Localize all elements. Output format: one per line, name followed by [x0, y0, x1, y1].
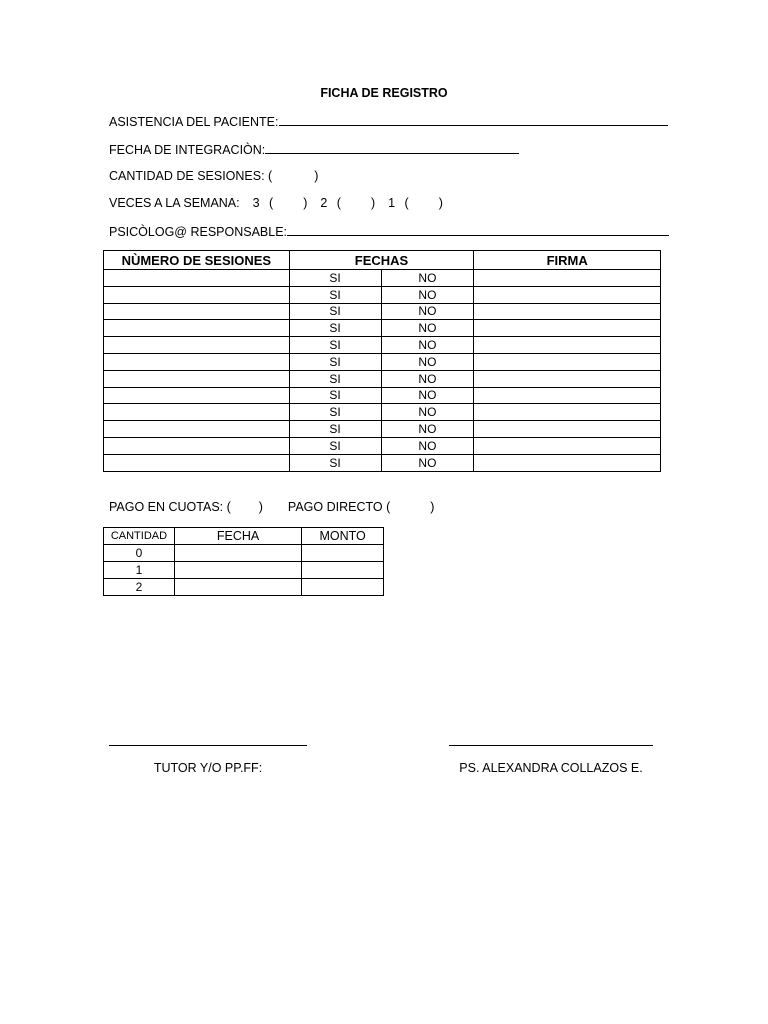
- veces-option-2: 2: [320, 196, 328, 210]
- session-number-cell[interactable]: [104, 421, 290, 438]
- firma-cell[interactable]: [474, 270, 661, 287]
- signature-label-right: PS. ALEXANDRA COLLAZOS E.: [459, 761, 643, 775]
- asistencia-line[interactable]: [279, 114, 668, 126]
- asistencia-label: ASISTENCIA DEL PACIENTE:: [109, 115, 279, 129]
- cantidad-sesiones-field: [109, 169, 318, 183]
- si-cell[interactable]: SI: [289, 320, 381, 337]
- payments-header-row: [104, 528, 384, 545]
- si-cell[interactable]: SI: [289, 387, 381, 404]
- fecha-cell[interactable]: [174, 579, 301, 596]
- pago-cuotas-label: PAGO EN CUOTAS: (: [109, 500, 231, 514]
- cantidad-sesiones-label: CANTIDAD DE SESIONES: (: [109, 169, 273, 183]
- si-cell[interactable]: SI: [289, 454, 381, 471]
- signature-label-left: TUTOR Y/O PP.FF:: [153, 761, 263, 775]
- asistencia-field: [109, 114, 668, 129]
- session-number-cell[interactable]: [104, 337, 290, 354]
- firma-cell[interactable]: [474, 454, 661, 471]
- table-row: [104, 562, 384, 579]
- session-number-cell[interactable]: [104, 270, 290, 287]
- fecha-integracion-line[interactable]: [265, 142, 519, 154]
- firma-cell[interactable]: [474, 387, 661, 404]
- header-numero-sesiones: NÙMERO DE SESIONES: [104, 251, 290, 270]
- monto-cell[interactable]: [302, 579, 384, 596]
- header-fecha: FECHA: [174, 528, 301, 545]
- veces-option-1: 1: [388, 196, 396, 210]
- si-cell[interactable]: SI: [289, 303, 381, 320]
- firma-cell[interactable]: [474, 370, 661, 387]
- no-cell[interactable]: NO: [381, 387, 474, 404]
- veces-semana-label: VECES A LA SEMANA:: [109, 196, 240, 210]
- table-row: [104, 320, 661, 337]
- paren-close: ): [370, 196, 376, 210]
- page-title: FICHA DE REGISTRO: [320, 86, 448, 100]
- cantidad-cell: 1: [104, 562, 175, 579]
- header-firma: FIRMA: [474, 251, 661, 270]
- firma-cell[interactable]: [474, 303, 661, 320]
- no-cell[interactable]: NO: [381, 404, 474, 421]
- table-row: [104, 387, 661, 404]
- paren-open: (: [404, 196, 409, 210]
- no-cell[interactable]: NO: [381, 270, 474, 287]
- fecha-cell[interactable]: [174, 562, 301, 579]
- table-row: [104, 337, 661, 354]
- table-row: [104, 303, 661, 320]
- pago-cuotas-close: ): [258, 500, 263, 514]
- veces-option-3: 3: [252, 196, 260, 210]
- signature-line-left[interactable]: [109, 745, 307, 746]
- no-cell[interactable]: NO: [381, 437, 474, 454]
- firma-cell[interactable]: [474, 320, 661, 337]
- table-row: [104, 545, 384, 562]
- firma-cell[interactable]: [474, 286, 661, 303]
- si-cell[interactable]: SI: [289, 286, 381, 303]
- no-cell[interactable]: NO: [381, 421, 474, 438]
- cantidad-cell: 0: [104, 545, 175, 562]
- si-cell[interactable]: SI: [289, 353, 381, 370]
- fecha-integracion-field: [109, 142, 519, 157]
- no-cell[interactable]: NO: [381, 286, 474, 303]
- table-row: [104, 286, 661, 303]
- header-cantidad: CANTIDAD: [104, 528, 175, 545]
- no-cell[interactable]: NO: [381, 454, 474, 471]
- no-cell[interactable]: NO: [381, 353, 474, 370]
- no-cell[interactable]: NO: [381, 370, 474, 387]
- table-row: [104, 579, 384, 596]
- session-number-cell[interactable]: [104, 320, 290, 337]
- no-cell[interactable]: NO: [381, 303, 474, 320]
- paren-open: (: [269, 196, 274, 210]
- header-monto: MONTO: [302, 528, 384, 545]
- session-number-cell[interactable]: [104, 404, 290, 421]
- cantidad-cell: 2: [104, 579, 175, 596]
- psicologo-label: PSICÒLOG@ RESPONSABLE:: [109, 225, 288, 239]
- table-row: [104, 421, 661, 438]
- si-cell[interactable]: SI: [289, 437, 381, 454]
- paren-close: ): [303, 196, 308, 210]
- psicologo-line[interactable]: [287, 224, 669, 236]
- session-number-cell[interactable]: [104, 303, 290, 320]
- firma-cell[interactable]: [474, 337, 661, 354]
- psicologo-field: [109, 224, 669, 239]
- firma-cell[interactable]: [474, 437, 661, 454]
- pago-directo-close: ): [430, 500, 435, 514]
- firma-cell[interactable]: [474, 404, 661, 421]
- paren-open: (: [336, 196, 341, 210]
- sessions-table: [103, 250, 661, 472]
- fecha-integracion-label: FECHA DE INTEGRACIÒN:: [109, 143, 266, 157]
- no-cell[interactable]: NO: [381, 337, 474, 354]
- table-row: [104, 437, 661, 454]
- session-number-cell[interactable]: [104, 286, 290, 303]
- cantidad-sesiones-close: ): [314, 169, 319, 183]
- sessions-header-row: [104, 251, 661, 270]
- table-row: [104, 270, 661, 287]
- si-cell[interactable]: SI: [289, 270, 381, 287]
- table-row: [104, 370, 661, 387]
- table-row: [104, 454, 661, 471]
- si-cell[interactable]: SI: [289, 370, 381, 387]
- si-cell[interactable]: SI: [289, 337, 381, 354]
- session-number-cell[interactable]: [104, 387, 290, 404]
- pago-directo-label: PAGO DIRECTO (: [287, 500, 391, 514]
- header-fechas: FECHAS: [289, 251, 474, 270]
- firma-cell[interactable]: [474, 421, 661, 438]
- payments-table: [103, 527, 384, 596]
- monto-cell[interactable]: [302, 562, 384, 579]
- veces-semana-field: [109, 196, 443, 210]
- session-number-cell[interactable]: [104, 370, 290, 387]
- si-cell[interactable]: SI: [289, 421, 381, 438]
- monto-cell[interactable]: [302, 545, 384, 562]
- session-number-cell[interactable]: [104, 353, 290, 370]
- si-cell[interactable]: SI: [289, 404, 381, 421]
- session-number-cell[interactable]: [104, 454, 290, 471]
- table-row: [104, 404, 661, 421]
- signature-line-right[interactable]: [449, 745, 653, 746]
- paren-close: ): [438, 196, 443, 210]
- payment-line: [109, 500, 434, 514]
- firma-cell[interactable]: [474, 353, 661, 370]
- no-cell[interactable]: NO: [381, 320, 474, 337]
- fecha-cell[interactable]: [174, 545, 301, 562]
- table-row: [104, 353, 661, 370]
- session-number-cell[interactable]: [104, 437, 290, 454]
